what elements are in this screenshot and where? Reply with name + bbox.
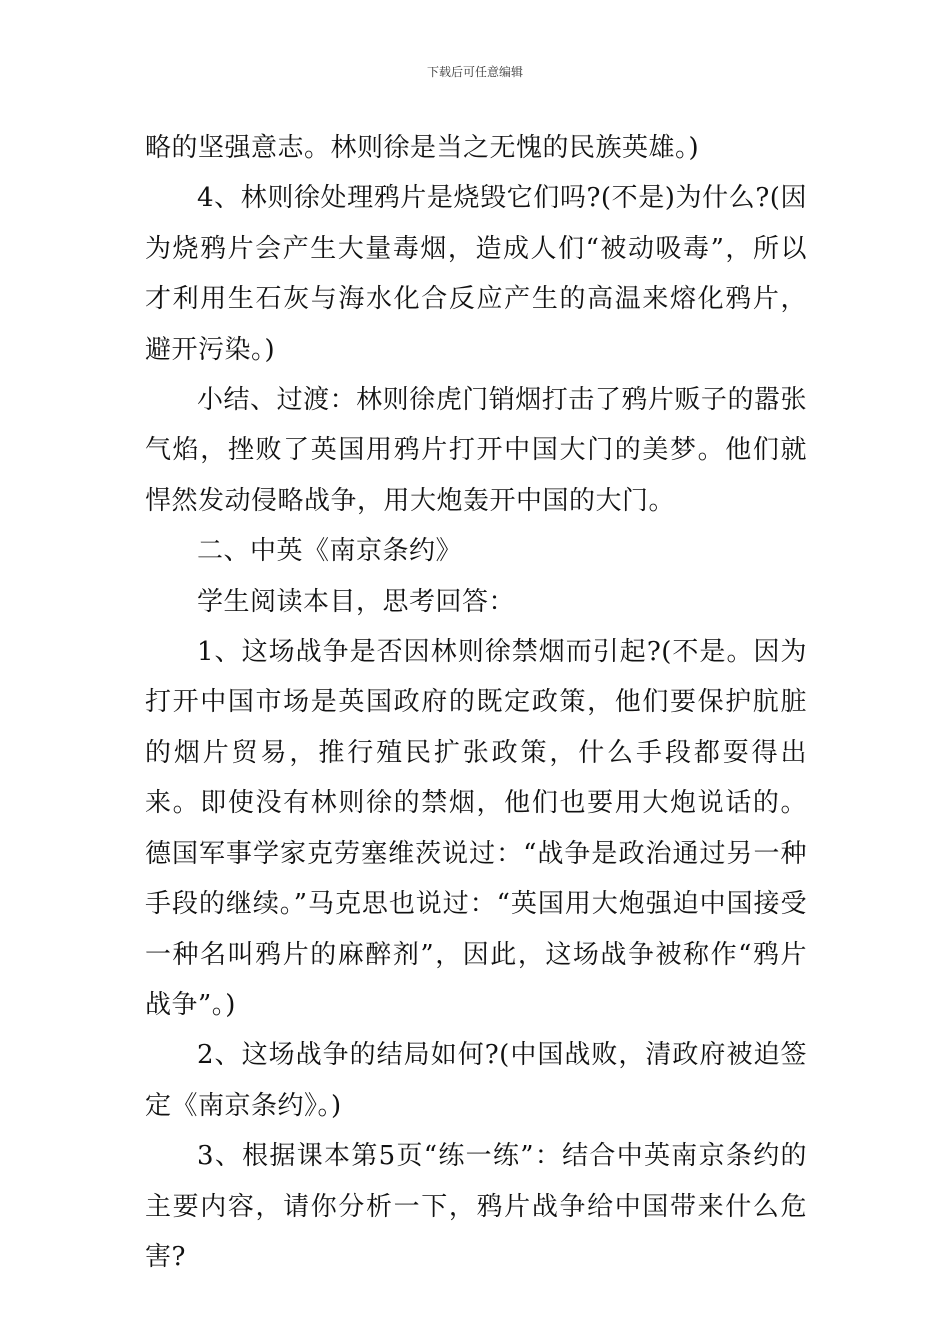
paragraph-reading-instruction: 学生阅读本目，思考回答： [197, 586, 516, 617]
paragraph-summary-transition: 小结、过渡：林则徐虎门销烟打击了鸦片贩子的嚣张气焰，挫败了英国用鸦片打开中国大门的美梦。他们就悍然发动侵略战争，用大炮轰开中国的大门。 [145, 385, 807, 516]
section-heading-nanjing-treaty: 二、中英《南京条约》 [197, 536, 463, 567]
page-header: 下载后可任意编辑 [426, 65, 523, 79]
paragraph-question-2: 2、这场战争的结局如何?(中国战败，清政府被迫签定《南京条约》。) [145, 1040, 807, 1121]
paragraph-question-1: 1、这场战争是否因林则徐禁烟而引起?(不是。因为打开中国市场是英国政府的既定政策，他们要保护肮脏的烟片贸易，推行殖民扩张政策，什么手段都耍得出来。即使没有林则徐的禁烟，他们也要用大炮说话的。德国军事学家克劳塞维茨说过：“战争是政治通过另一种手段的继续。”马克思也说过：“英国用大炮强迫中国接受一种名叫鸦片的麻醉剂”，因此，这场战争被称作“鸦片战争”。) [145, 637, 807, 1020]
document-body [145, 123, 807, 1282]
paragraph-question-4: 4、林则徐处理鸦片是烧毁它们吗?(不是)为什么?(因为烧鸦片会产生大量毒烟，造成人们“被动吸毒”，所以才利用生石灰与海水化合反应产生的高温来熔化鸦片，避开污染。) [145, 183, 807, 365]
paragraph-question-3: 3、根据课本第5页“练一练”：结合中英南京条约的主要内容，请你分析一下，鸦片战争给中国带来什么危害? [145, 1141, 807, 1272]
paragraph-conclusion-hero: 略的坚强意志。林则徐是当之无愧的民族英雄。) [145, 133, 700, 163]
